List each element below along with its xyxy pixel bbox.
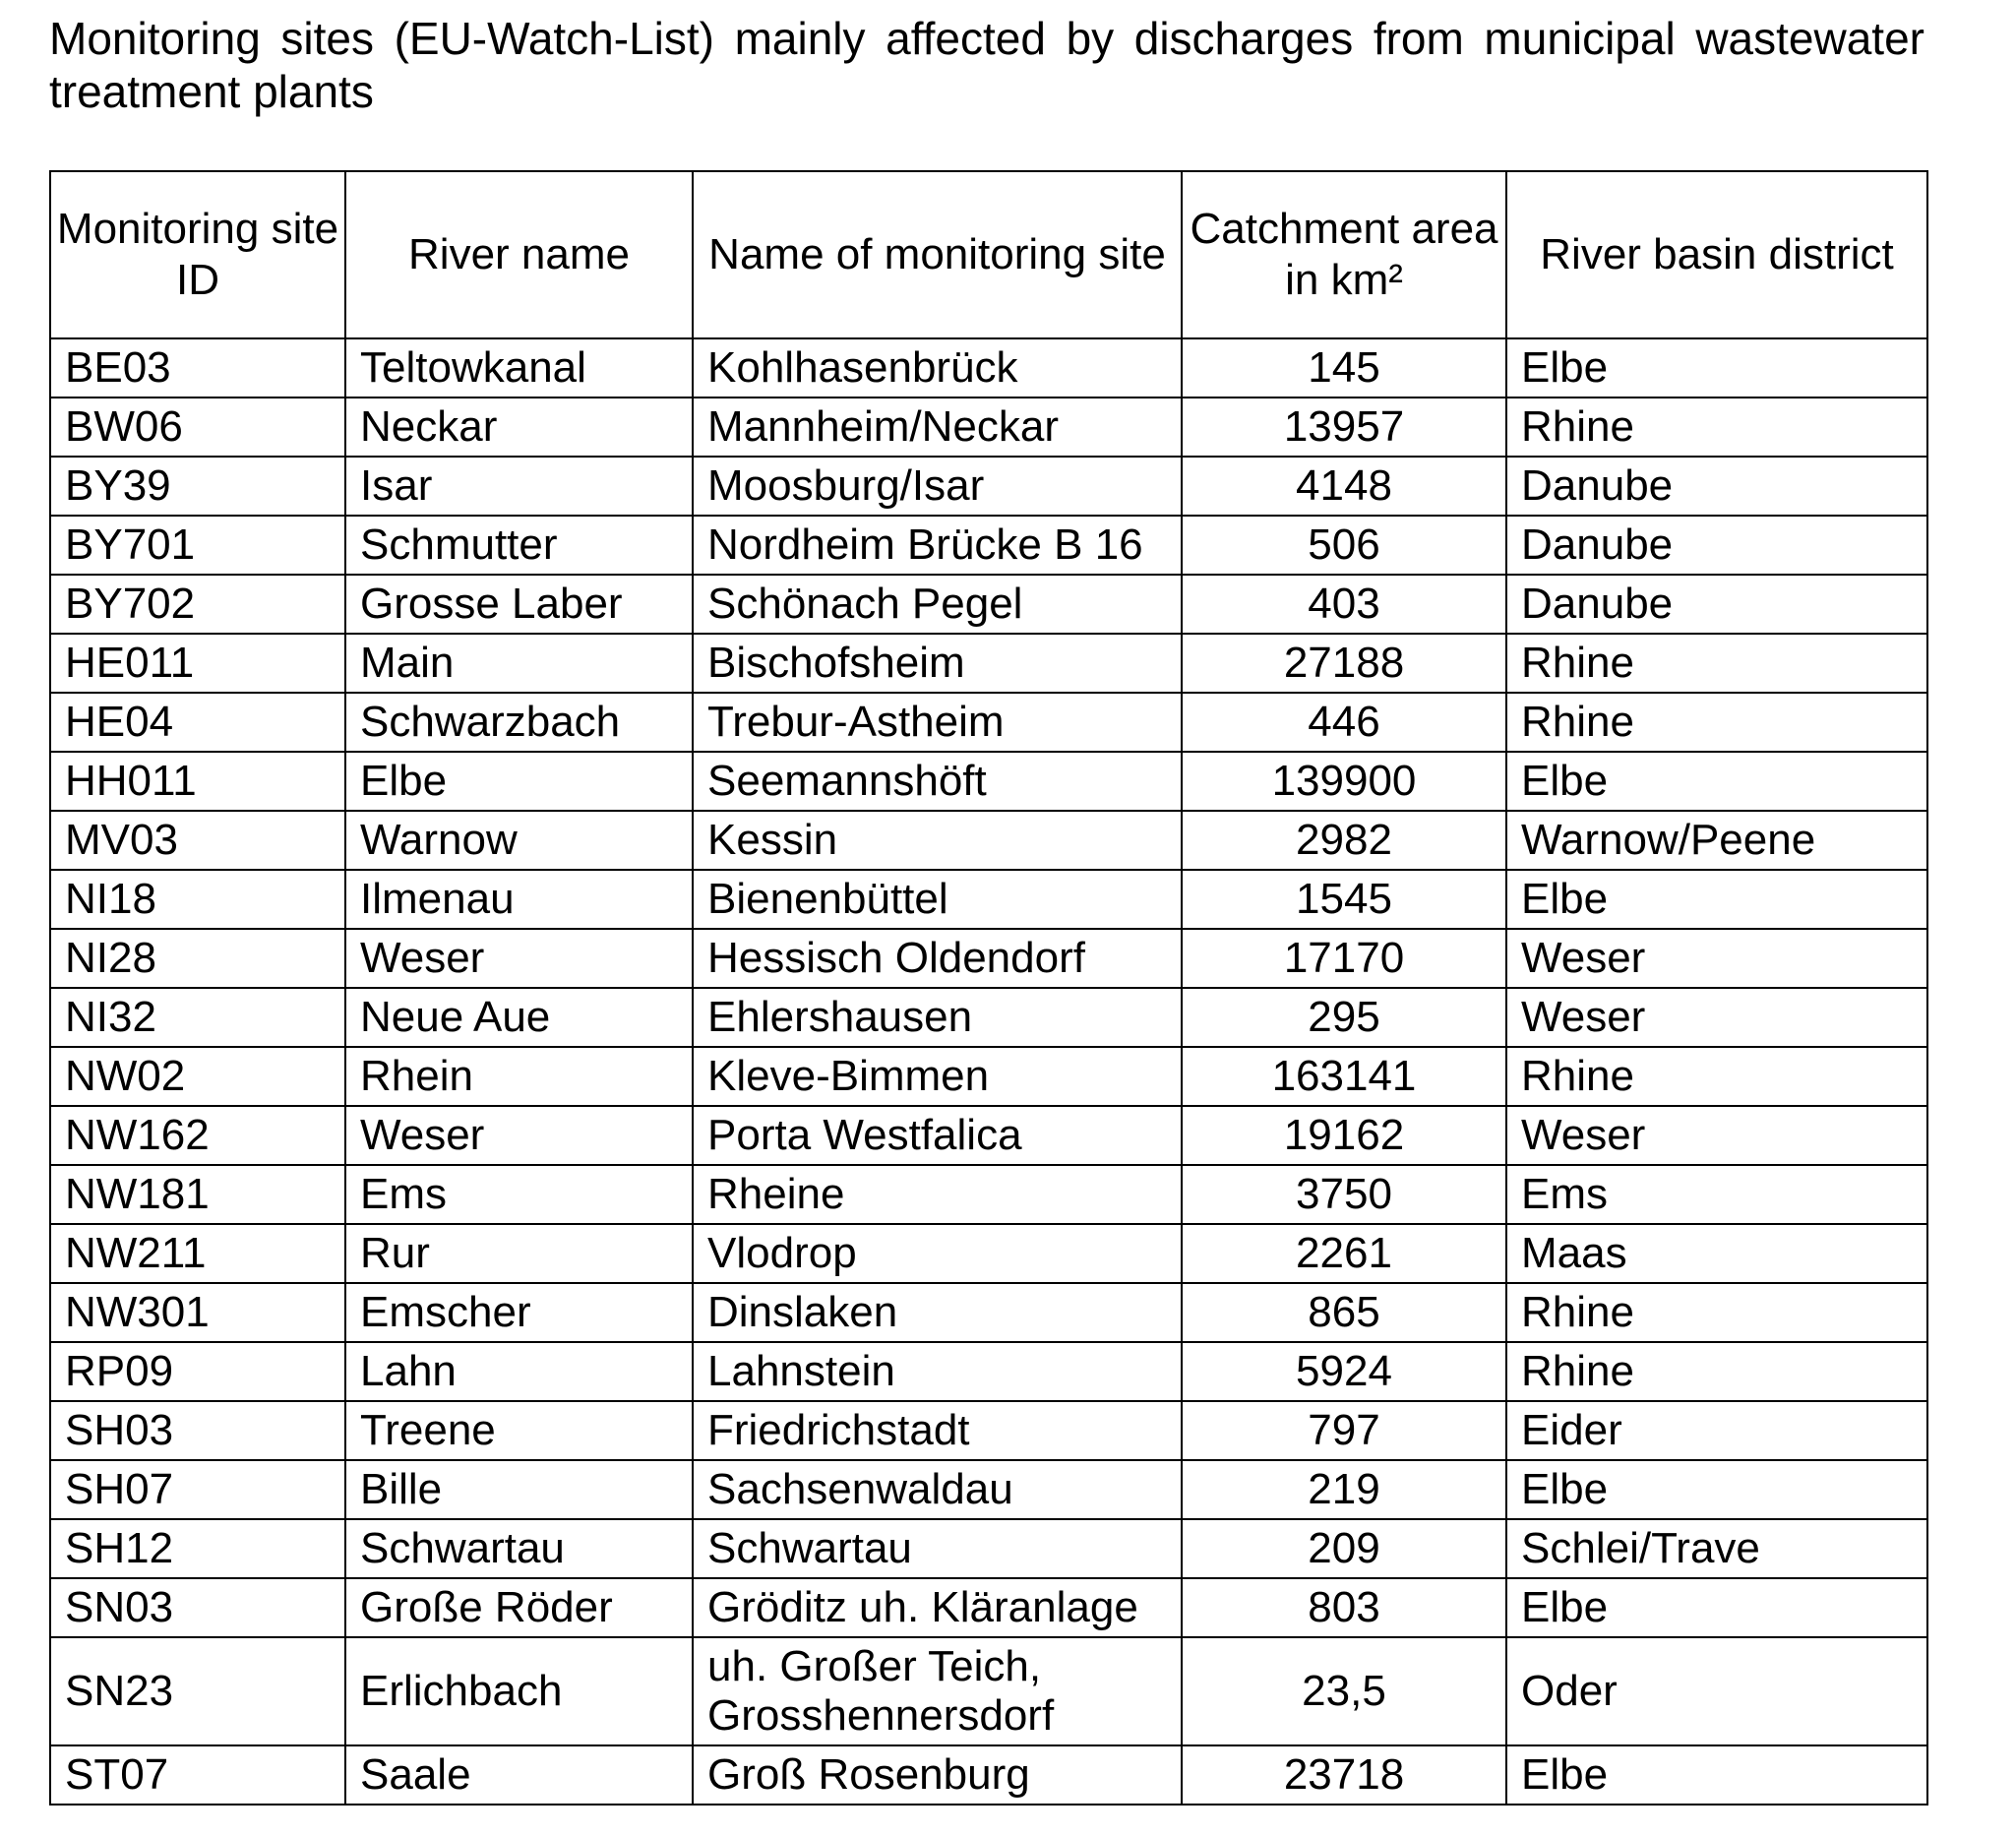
cell-river-name: Rur xyxy=(345,1224,693,1283)
cell-site-name: Vlodrop xyxy=(693,1224,1182,1283)
cell-site-name: Porta Westfalica xyxy=(693,1106,1182,1165)
cell-catchment-area: 3750 xyxy=(1182,1165,1506,1224)
cell-site-id: SH03 xyxy=(50,1401,345,1460)
table-row xyxy=(50,929,1927,988)
monitoring-sites-table xyxy=(49,170,1928,1805)
cell-catchment-area: 23718 xyxy=(1182,1745,1506,1805)
cell-river-name: Main xyxy=(345,634,693,693)
cell-river-basin-district: Rhine xyxy=(1506,398,1927,457)
cell-river-name: Elbe xyxy=(345,752,693,811)
cell-site-id: HE011 xyxy=(50,634,345,693)
table-row xyxy=(50,1047,1927,1106)
cell-site-id: HH011 xyxy=(50,752,345,811)
cell-catchment-area: 139900 xyxy=(1182,752,1506,811)
cell-site-id: MV03 xyxy=(50,811,345,870)
cell-site-name: Rheine xyxy=(693,1165,1182,1224)
cell-site-name: Lahnstein xyxy=(693,1342,1182,1401)
table-row xyxy=(50,752,1927,811)
cell-site-id: NW02 xyxy=(50,1047,345,1106)
cell-site-name: Schönach Pegel xyxy=(693,575,1182,634)
cell-catchment-area: 2982 xyxy=(1182,811,1506,870)
table-row xyxy=(50,1745,1927,1805)
cell-river-basin-district: Elbe xyxy=(1506,1745,1927,1805)
cell-catchment-area: 19162 xyxy=(1182,1106,1506,1165)
cell-river-name: Isar xyxy=(345,457,693,516)
cell-river-basin-district: Weser xyxy=(1506,929,1927,988)
cell-river-name: Saale xyxy=(345,1745,693,1805)
cell-site-id: BY39 xyxy=(50,457,345,516)
cell-catchment-area: 23,5 xyxy=(1182,1637,1506,1745)
cell-site-name: Ehlershausen xyxy=(693,988,1182,1047)
cell-catchment-area: 403 xyxy=(1182,575,1506,634)
cell-site-id: SN03 xyxy=(50,1578,345,1637)
cell-catchment-area: 145 xyxy=(1182,338,1506,398)
cell-river-basin-district: Maas xyxy=(1506,1224,1927,1283)
cell-site-name: Nordheim Brücke B 16 xyxy=(693,516,1182,575)
header-site-id: Monitoring site ID xyxy=(50,171,345,338)
cell-site-id: NW181 xyxy=(50,1165,345,1224)
cell-site-id: BW06 xyxy=(50,398,345,457)
cell-river-name: Neue Aue xyxy=(345,988,693,1047)
cell-site-id: RP09 xyxy=(50,1342,345,1401)
cell-river-basin-district: Weser xyxy=(1506,1106,1927,1165)
cell-river-basin-district: Elbe xyxy=(1506,1460,1927,1519)
cell-site-name: Gröditz uh. Kläranlage xyxy=(693,1578,1182,1637)
table-row xyxy=(50,870,1927,929)
table-row xyxy=(50,1519,1927,1578)
cell-river-name: Große Röder xyxy=(345,1578,693,1637)
header-catchment-area: Catchment area in km² xyxy=(1182,171,1506,338)
cell-site-name: Bischofsheim xyxy=(693,634,1182,693)
cell-river-basin-district: Oder xyxy=(1506,1637,1927,1745)
cell-catchment-area: 4148 xyxy=(1182,457,1506,516)
cell-site-id: ST07 xyxy=(50,1745,345,1805)
cell-catchment-area: 209 xyxy=(1182,1519,1506,1578)
cell-river-name: Schmutter xyxy=(345,516,693,575)
cell-river-basin-district: Elbe xyxy=(1506,752,1927,811)
cell-river-basin-district: Weser xyxy=(1506,988,1927,1047)
cell-river-name: Erlichbach xyxy=(345,1637,693,1745)
cell-site-id: NI18 xyxy=(50,870,345,929)
cell-river-name: Weser xyxy=(345,929,693,988)
table-row xyxy=(50,338,1927,398)
cell-river-basin-district: Rhine xyxy=(1506,1283,1927,1342)
cell-river-name: Lahn xyxy=(345,1342,693,1401)
table-row xyxy=(50,1637,1927,1745)
table-row xyxy=(50,1165,1927,1224)
cell-river-basin-district: Warnow/Peene xyxy=(1506,811,1927,870)
cell-site-id: BY701 xyxy=(50,516,345,575)
cell-river-basin-district: Elbe xyxy=(1506,338,1927,398)
cell-catchment-area: 295 xyxy=(1182,988,1506,1047)
cell-site-id: HE04 xyxy=(50,693,345,752)
table-row xyxy=(50,1578,1927,1637)
cell-site-name: Dinslaken xyxy=(693,1283,1182,1342)
cell-catchment-area: 219 xyxy=(1182,1460,1506,1519)
cell-river-basin-district: Ems xyxy=(1506,1165,1927,1224)
cell-catchment-area: 803 xyxy=(1182,1578,1506,1637)
cell-river-name: Weser xyxy=(345,1106,693,1165)
table-row xyxy=(50,1460,1927,1519)
cell-site-id: NW162 xyxy=(50,1106,345,1165)
cell-site-name: uh. Großer Teich, Grosshennersdorf xyxy=(693,1637,1182,1745)
table-row xyxy=(50,398,1927,457)
cell-river-name: Schwarzbach xyxy=(345,693,693,752)
cell-catchment-area: 163141 xyxy=(1182,1047,1506,1106)
header-row xyxy=(50,171,1927,338)
table-caption: Monitoring sites (EU-Watch-List) mainly affected by discharges from municipal wastewater treatment plants xyxy=(49,13,1924,117)
cell-site-name: Seemannshöft xyxy=(693,752,1182,811)
table-row xyxy=(50,575,1927,634)
cell-catchment-area: 2261 xyxy=(1182,1224,1506,1283)
cell-river-basin-district: Rhine xyxy=(1506,1342,1927,1401)
cell-site-id: NI32 xyxy=(50,988,345,1047)
cell-site-name: Kleve-Bimmen xyxy=(693,1047,1182,1106)
header-river-basin-district: River basin district xyxy=(1506,171,1927,338)
cell-river-basin-district: Danube xyxy=(1506,516,1927,575)
cell-site-name: Friedrichstadt xyxy=(693,1401,1182,1460)
cell-site-name: Kessin xyxy=(693,811,1182,870)
cell-river-name: Warnow xyxy=(345,811,693,870)
table-row xyxy=(50,1283,1927,1342)
cell-river-name: Neckar xyxy=(345,398,693,457)
cell-site-name: Bienenbüttel xyxy=(693,870,1182,929)
cell-site-id: NW211 xyxy=(50,1224,345,1283)
cell-catchment-area: 865 xyxy=(1182,1283,1506,1342)
cell-river-name: Schwartau xyxy=(345,1519,693,1578)
cell-catchment-area: 5924 xyxy=(1182,1342,1506,1401)
table-row xyxy=(50,516,1927,575)
cell-river-name: Teltowkanal xyxy=(345,338,693,398)
header-site-name: Name of monitoring site xyxy=(693,171,1182,338)
cell-site-id: BY702 xyxy=(50,575,345,634)
cell-catchment-area: 506 xyxy=(1182,516,1506,575)
cell-catchment-area: 27188 xyxy=(1182,634,1506,693)
cell-river-basin-district: Eider xyxy=(1506,1401,1927,1460)
cell-site-id: SN23 xyxy=(50,1637,345,1745)
header-river-name: River name xyxy=(345,171,693,338)
table-row xyxy=(50,1401,1927,1460)
table-row xyxy=(50,634,1927,693)
cell-site-id: SH07 xyxy=(50,1460,345,1519)
table-row xyxy=(50,1106,1927,1165)
cell-site-name: Schwartau xyxy=(693,1519,1182,1578)
table-row xyxy=(50,693,1927,752)
cell-site-name: Groß Rosenburg xyxy=(693,1745,1182,1805)
cell-river-basin-district: Rhine xyxy=(1506,1047,1927,1106)
table-row xyxy=(50,988,1927,1047)
cell-catchment-area: 1545 xyxy=(1182,870,1506,929)
cell-site-name: Trebur-Astheim xyxy=(693,693,1182,752)
cell-catchment-area: 446 xyxy=(1182,693,1506,752)
cell-river-basin-district: Danube xyxy=(1506,575,1927,634)
cell-river-basin-district: Schlei/Trave xyxy=(1506,1519,1927,1578)
cell-site-name: Kohlhasenbrück xyxy=(693,338,1182,398)
cell-site-name: Mannheim/Neckar xyxy=(693,398,1182,457)
cell-site-name: Sachsenwaldau xyxy=(693,1460,1182,1519)
cell-site-id: NI28 xyxy=(50,929,345,988)
cell-site-name: Hessisch Oldendorf xyxy=(693,929,1182,988)
cell-site-id: NW301 xyxy=(50,1283,345,1342)
cell-site-name: Moosburg/Isar xyxy=(693,457,1182,516)
table-row xyxy=(50,1224,1927,1283)
cell-river-basin-district: Elbe xyxy=(1506,1578,1927,1637)
cell-catchment-area: 797 xyxy=(1182,1401,1506,1460)
cell-river-basin-district: Danube xyxy=(1506,457,1927,516)
cell-catchment-area: 17170 xyxy=(1182,929,1506,988)
cell-river-name: Rhein xyxy=(345,1047,693,1106)
cell-river-name: Ems xyxy=(345,1165,693,1224)
cell-river-basin-district: Rhine xyxy=(1506,634,1927,693)
cell-river-name: Bille xyxy=(345,1460,693,1519)
cell-river-name: Emscher xyxy=(345,1283,693,1342)
cell-river-basin-district: Elbe xyxy=(1506,870,1927,929)
table-row xyxy=(50,457,1927,516)
cell-catchment-area: 13957 xyxy=(1182,398,1506,457)
table-row xyxy=(50,1342,1927,1401)
cell-site-id: SH12 xyxy=(50,1519,345,1578)
table-row xyxy=(50,811,1927,870)
cell-site-id: BE03 xyxy=(50,338,345,398)
cell-river-basin-district: Rhine xyxy=(1506,693,1927,752)
cell-river-name: Ilmenau xyxy=(345,870,693,929)
cell-river-name: Treene xyxy=(345,1401,693,1460)
cell-river-name: Grosse Laber xyxy=(345,575,693,634)
